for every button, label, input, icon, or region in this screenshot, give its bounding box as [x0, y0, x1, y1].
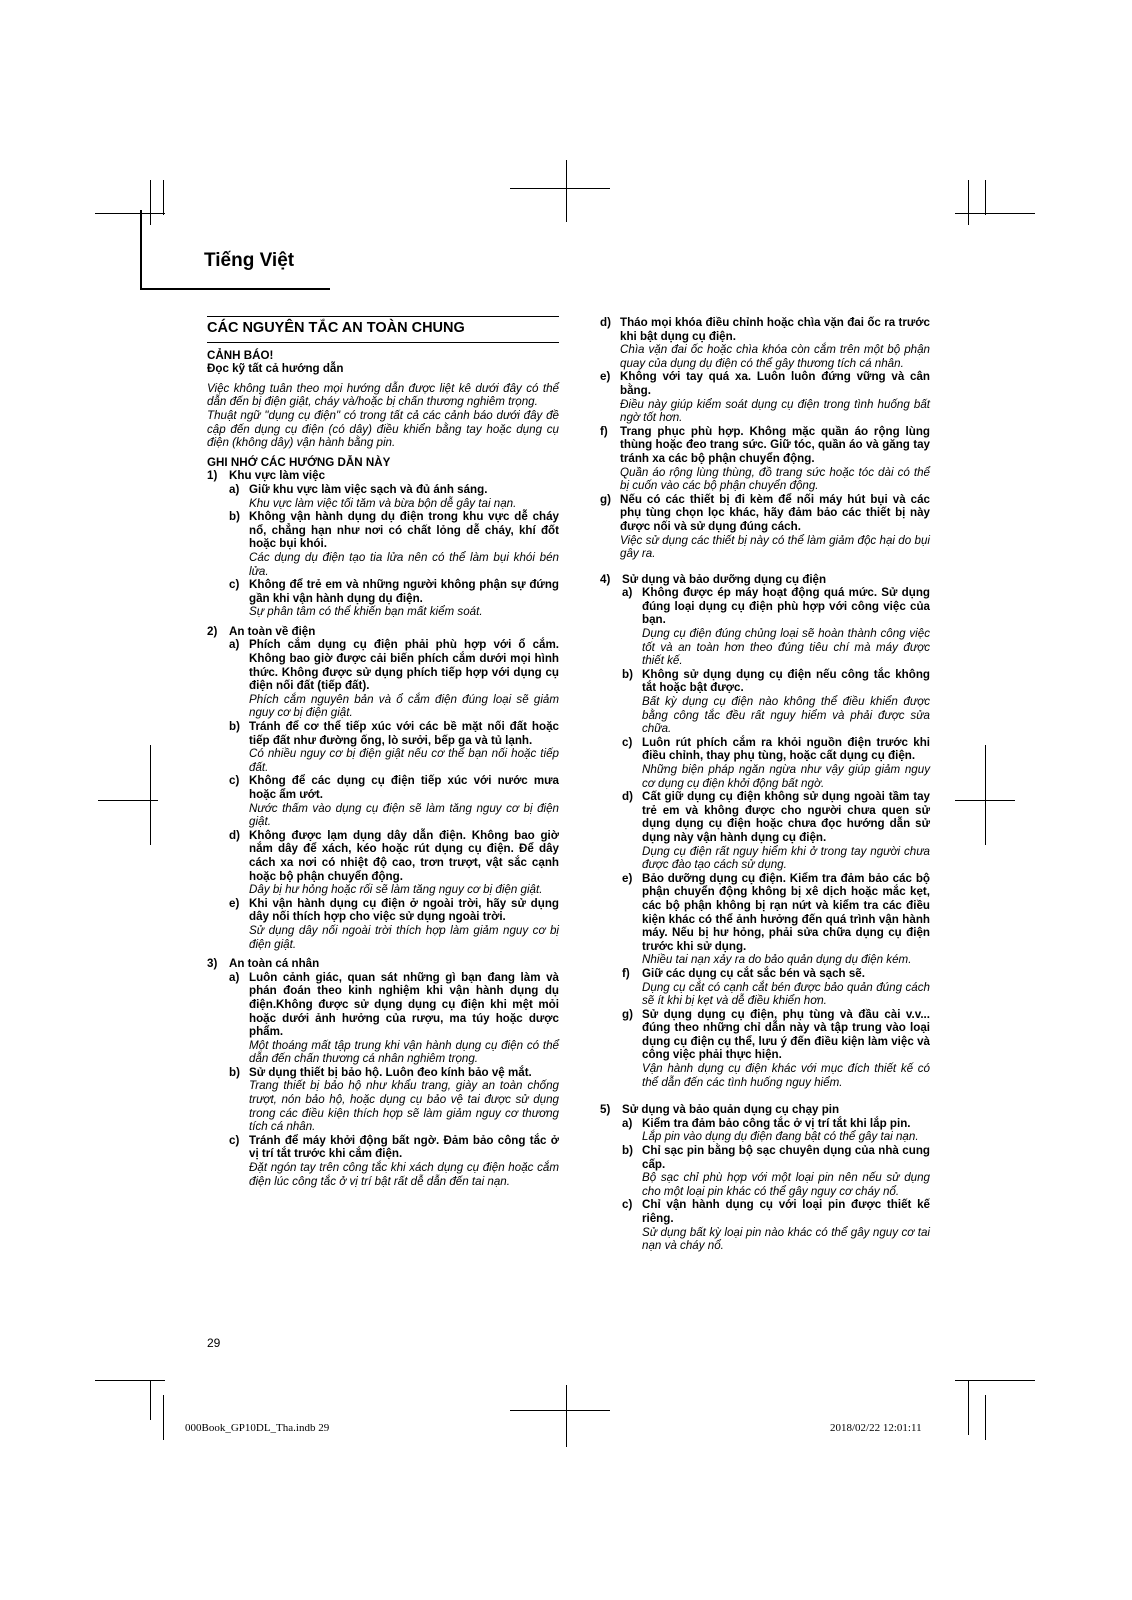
item-body: [249, 578, 559, 619]
section-title: CÁC NGUYÊN TẮC AN TOÀN CHUNG: [207, 316, 559, 343]
list-item: [229, 897, 559, 951]
page-number: 29: [207, 1336, 221, 1350]
item-body: [642, 1117, 930, 1144]
item-body: [642, 790, 930, 872]
list-item: [229, 510, 559, 578]
item-label: b): [229, 510, 240, 524]
item-label: g): [622, 1007, 633, 1021]
item-label: e): [600, 370, 611, 384]
list-item: [622, 1144, 930, 1198]
language-label: Tiếng Việt: [204, 250, 295, 271]
intro-paragraph: Thuật ngữ "dụng cụ điện" có trong tất cả các cảnh báo dưới đây đề cập đến dụng cụ điện (có dây) điều khiển bằng tay hoặc dụng cụ điện (không dây) vận hành bằng pin.: [207, 408, 559, 450]
item-body: [249, 1066, 559, 1134]
item-body: [249, 829, 559, 897]
item-note: Bất kỳ dụng cụ điện nào không thể điều khiển được bằng công tắc đều rất nguy hiểm và phải được sửa chữa.: [642, 695, 930, 736]
subsection-heading: [600, 1103, 930, 1117]
item-label: a): [229, 482, 240, 496]
item-label: d): [622, 790, 633, 804]
item-label: d): [229, 828, 240, 842]
item-label: f): [600, 424, 608, 438]
item-label: a): [622, 586, 633, 600]
subsection-title: Sử dụng và bảo dưỡng dụng cụ điện: [622, 572, 827, 586]
list-item: [229, 971, 559, 1066]
item-note: Quần áo rộng lùng thùng, đồ trang sức hoặc tóc dài có thể bị cuốn vào các bộ phận chuyển động.: [620, 465, 930, 493]
item-instruction: Kiểm tra đảm bảo công tắc ở vị trí tắt khi lắp pin.: [642, 1116, 911, 1130]
item-label: b): [622, 1144, 633, 1158]
item-note: Dụng cụ điện đúng chủng loại sẽ hoàn thành công việc tốt và an toàn hơn theo đúng tiêu chí mà máy được thiết kế.: [642, 627, 930, 668]
item-note: Nhiều tai nạn xảy ra do bảo quản dụng dụ điện kém.: [642, 953, 912, 967]
item-note: Việc sử dụng các thiết bị này có thể làm giảm độc hại do bụi gây ra.: [620, 533, 930, 561]
item-label: b): [622, 667, 633, 681]
subsection-title: An toàn về điện: [229, 624, 316, 638]
subsection-number: 5): [600, 1103, 611, 1117]
subsection-number: 3): [207, 957, 218, 971]
item-instruction: Nếu có các thiết bị đi kèm để nối máy hút bụi và các phụ tùng chọn lọc khác, hãy đảm bảo các thiết bị này được nối và sử dụng đúng cách.: [620, 492, 930, 533]
list-item: [600, 493, 930, 561]
item-body: [620, 316, 930, 370]
item-body: [249, 1134, 559, 1188]
item-body: [249, 510, 559, 578]
item-note: Sử dụng bất kỳ loại pin nào khác có thể gây nguy cơ tai nạn và cháy nổ.: [642, 1225, 930, 1253]
item-note: Nước thấm vào dụng cụ điện sẽ làm tăng nguy cơ bị điện giật.: [249, 801, 559, 829]
list-item: [600, 370, 930, 424]
subsection-number: 4): [600, 572, 611, 586]
list-item: [229, 774, 559, 828]
item-instruction: Bảo dưỡng dụng cụ điện. Kiểm tra đảm bảo các bộ phận chuyển động không bị xê dịch hoặc mắc kẹt, các bộ phận không bị rạn nứt và kiểm tra các điều kiện khác có thể ảnh hưởng đến quá trình vận hành máy. Nếu bị hư hỏng, phải sửa chữa dụng cụ điện trước khi sử dụng.: [642, 871, 930, 953]
subsection-title: Khu vực làm việc: [229, 469, 326, 483]
item-body: [249, 483, 559, 510]
item-note: Các dụng dụ điện tạo tia lửa nên có thể làm bụi khói bén lửa.: [249, 550, 559, 578]
item-body: [642, 1144, 930, 1198]
item-instruction: Không để trẻ em và những người không phận sự đứng gần khi vận hành dụng dụ điện.: [249, 578, 559, 605]
item-body: [642, 736, 930, 790]
item-instruction: Tránh để cơ thể tiếp xúc với các bề mặt nối đất hoặc tiếp đất như đường ống, lò sưởi, bếp ga và tủ lạnh.: [249, 720, 559, 747]
subsection-heading: [207, 957, 559, 971]
item-body: [642, 967, 930, 1008]
item-instruction: Không để các dụng cụ điện tiếp xúc với nước mưa hoặc ẩm ướt.: [249, 774, 559, 801]
item-label: c): [229, 774, 240, 788]
item-note: Đặt ngón tay trên công tắc khi xách dụng cụ điện hoặc cắm điện lúc công tắc ở vị trí bật rất dễ dẫn đến tai nạn.: [249, 1161, 559, 1188]
item-body: [642, 668, 930, 736]
item-label: c): [622, 1198, 633, 1212]
item-instruction: Chỉ vận hành dụng cụ với loại pin được thiết kế riêng.: [642, 1198, 930, 1225]
subsection-heading: [207, 625, 559, 639]
language-tab: [140, 210, 330, 290]
list-item: [229, 720, 559, 774]
list-item: [622, 790, 930, 872]
item-note: Một thoáng mất tập trung khi vận hành dụng cụ điện có thể dẫn đến chấn thương cá nhân nghiêm trọng.: [249, 1038, 559, 1066]
list-item: [622, 967, 930, 1008]
list-item: [229, 578, 559, 619]
list-item: [600, 425, 930, 493]
item-label: c): [229, 1133, 240, 1147]
item-label: e): [229, 896, 240, 910]
item-note: Chìa vặn đai ốc hoặc chìa khóa còn cắm trên một bộ phận quay của dụng dụ điện có thể gây thương tích cá nhân.: [620, 343, 930, 370]
list-item: [622, 668, 930, 736]
item-instruction: Luôn cảnh giác, quan sát những gì bạn đang làm và phán đoán theo kinh nghiệm khi vận hành dụng dụ điện.Không được sử dụng dụng cụ điện khi mệt mỏi hoặc dưới ảnh hưởng của rượu, ma túy hoặc dược phẩm.: [249, 970, 559, 1039]
item-label: f): [622, 966, 630, 980]
item-body: [249, 897, 559, 951]
item-body: [249, 774, 559, 828]
item-instruction: Trang phục phù hợp. Không mặc quần áo rộng lùng thùng hoặc đeo trang sức. Giữ tóc, quần áo và găng tay tránh xa các bộ phận chuyển động.: [620, 424, 930, 465]
left-column: [207, 316, 559, 1188]
list-item: [229, 829, 559, 897]
item-note: Điều này giúp kiểm soát dụng cụ điện trong tình huống bất ngờ tốt hơn.: [620, 397, 930, 425]
item-note: Có nhiều nguy cơ bị điện giật nếu cơ thể bạn nối hoặc tiếp đất.: [249, 747, 559, 774]
remember-heading: GHI NHỚ CÁC HƯỚNG DẪN NÀY: [207, 455, 391, 469]
item-body: [620, 493, 930, 561]
list-item: [229, 1134, 559, 1188]
item-label: c): [229, 578, 240, 592]
item-label: a): [229, 970, 240, 984]
item-body: [642, 1198, 930, 1252]
subsection-number: 2): [207, 624, 218, 638]
subsection-title: Sử dụng và bảo quản dụng cụ chạy pin: [622, 1103, 840, 1117]
item-note: Dụng cụ cắt có cạnh cắt bén được bảo quản đúng cách sẽ ít khi bị kẹt và dễ điều khiển hơn.: [642, 980, 930, 1008]
list-item: [622, 736, 930, 790]
item-instruction: Khi vận hành dụng cụ điện ở ngoài trời, hãy sử dụng dây nối thích hợp cho việc sử dụng ngoài trời.: [249, 896, 559, 924]
item-body: [620, 370, 930, 424]
list-item: [622, 872, 930, 967]
warning-subtitle: Đọc kỹ tất cả hướng dẫn: [207, 362, 344, 376]
item-label: c): [622, 735, 633, 749]
item-instruction: Sử dụng thiết bị bảo hộ. Luôn đeo kính bảo vệ mắt.: [249, 1065, 532, 1079]
subsection-heading: [600, 573, 930, 587]
item-instruction: Không được lạm dụng dây dẫn điện. Không bao giờ nắm dây để xách, kéo hoặc rút dụng cụ điện. Để dây cách xa nơi có nhiệt độ cao, trơn trượt, vật sắc cạnh hoặc bộ phận chuyển động.: [249, 828, 559, 883]
item-instruction: Luôn rút phích cắm ra khỏi nguồn điện trước khi điều chỉnh, thay phụ tùng, hoặc cất dụng cụ điện.: [642, 735, 930, 763]
item-instruction: Không với tay quá xa. Luôn luôn đứng vững và cân bằng.: [620, 370, 930, 397]
item-note: Phích cắm nguyên bản và ổ cắm điện đúng loại sẽ giảm nguy cơ bị điện giật.: [249, 692, 559, 720]
item-instruction: Không sử dụng dụng cụ điện nếu công tắc không tắt hoặc bật được.: [642, 667, 930, 695]
item-note: Trang thiết bị bảo hộ như khẩu trang, giày an toàn chống trượt, nón bảo hộ, hoặc dụng cụ bảo vệ tai được sử dụng trong các điều kiện thích hợp sẽ làm giảm nguy cơ thương tích cá nhân.: [249, 1079, 559, 1134]
item-instruction: Giữ các dụng cụ cắt sắc bén và sạch sẽ.: [642, 966, 865, 980]
item-body: [642, 586, 930, 668]
footer-file: 000Book_GP10DL_Tha.indb 29: [185, 1422, 330, 1434]
list-item: [229, 638, 559, 720]
item-instruction: Phích cắm dụng cụ điện phải phù hợp với ổ cắm. Không bao giờ được cải biến phích cắm dưới mọi hình thức. Không được sử dụng phích tiếp hợp với dụng cụ điện nối đất (tiếp đất).: [249, 638, 559, 693]
subsection-number: 1): [207, 469, 218, 483]
item-note: Vận hành dụng cụ điện khác với mục đích thiết kế có thể dẫn đến các tình huống nguy hiểm.: [642, 1062, 930, 1089]
item-note: Dây bị hư hỏng hoặc rối sẽ làm tăng nguy cơ bị điện giật.: [249, 883, 543, 897]
subsection-heading: [207, 469, 559, 483]
item-label: b): [229, 720, 240, 734]
item-body: [642, 1008, 930, 1090]
item-body: [249, 720, 559, 774]
list-item: [622, 586, 930, 668]
right-column: [600, 316, 930, 1253]
item-body: [249, 638, 559, 720]
list-item: [600, 316, 930, 370]
item-instruction: Giữ khu vực làm việc sạch và đủ ánh sáng.: [249, 482, 488, 496]
item-body: [620, 425, 930, 493]
item-body: [249, 971, 559, 1066]
intro-paragraph: Việc không tuân theo mọi hướng dẫn được liệt kê dưới đây có thể dẫn đến bị điện giật, cháy và/hoặc bị chấn thương nghiêm trọng.: [207, 381, 559, 409]
list-item: [622, 1117, 930, 1144]
list-item: [622, 1198, 930, 1252]
item-label: d): [600, 316, 611, 329]
item-instruction: Không vận hành dụng dụ điện trong khu vực dễ cháy nổ, chẳng hạn như nơi có chất lỏng dễ cháy, khí đốt hoặc bụi khói.: [249, 510, 559, 551]
item-note: Sử dụng dây nối ngoài trời thích hợp làm giảm nguy cơ bị điện giật.: [249, 923, 559, 951]
item-instruction: Không được ép máy hoạt động quá mức. Sử dụng đúng loại dụng cụ điện phù hợp với công việc của bạn.: [642, 586, 930, 627]
item-note: Những biện pháp ngăn ngừa như vậy giúp giảm nguy cơ dụng cụ điện khởi động bất ngờ.: [642, 763, 930, 790]
item-label: g): [600, 492, 611, 506]
item-body: [642, 872, 930, 967]
item-note: Sự phân tâm có thể khiến bạn mất kiểm soát.: [249, 605, 483, 619]
footer-datetime: 2018/02/22 12:01:11: [830, 1422, 922, 1434]
item-instruction: Cất giữ dụng cụ điện không sử dụng ngoài tầm tay trẻ em và không được cho người chưa quen sử dụng dụng cụ điện hoặc chưa đọc hướng dẫn sử dụng này vận hành dụng cụ điện.: [642, 790, 930, 844]
item-label: e): [622, 871, 633, 885]
item-instruction: Chỉ sạc pin bằng bộ sạc chuyên dụng của nhà cung cấp.: [642, 1144, 930, 1171]
list-item: [229, 1066, 559, 1134]
item-note: Khu vực làm việc tối tăm và bừa bộn dễ gây tai nạn.: [249, 496, 517, 510]
warning-title: CẢNH BÁO!: [207, 348, 274, 362]
item-label: a): [622, 1116, 633, 1130]
item-instruction: Sử dụng dụng cụ điện, phụ tùng và đầu cài v.v... đúng theo những chỉ dẫn này và tập trung vào loại dụng cụ điện cụ thể, lưu ý đến điều kiện làm việc và công việc phải thực hiện.: [642, 1007, 930, 1062]
item-note: Bộ sạc chỉ phù hợp với một loại pin nên nếu sử dụng cho một loại pin khác có thể gây nguy cơ cháy nổ.: [642, 1171, 930, 1198]
item-label: a): [229, 638, 240, 652]
item-label: b): [229, 1065, 240, 1079]
item-note: Dụng cụ điện rất nguy hiểm khi ở trong tay người chưa được đào tạo cách sử dụng.: [642, 844, 930, 872]
item-instruction: Tránh để máy khởi động bất ngờ. Đảm bảo công tắc ở vị trí tắt trước khi cắm điện.: [249, 1133, 559, 1161]
list-item: [229, 483, 559, 510]
list-item: [622, 1008, 930, 1090]
subsection-title: An toàn cá nhân: [229, 957, 320, 971]
item-instruction: Tháo mọi khóa điều chỉnh hoặc chìa vặn đai ốc ra trước khi bật dụng cụ điện.: [620, 316, 930, 343]
item-note: Lắp pin vào dụng dụ điện đang bật có thể gây tai nạn.: [642, 1130, 919, 1144]
